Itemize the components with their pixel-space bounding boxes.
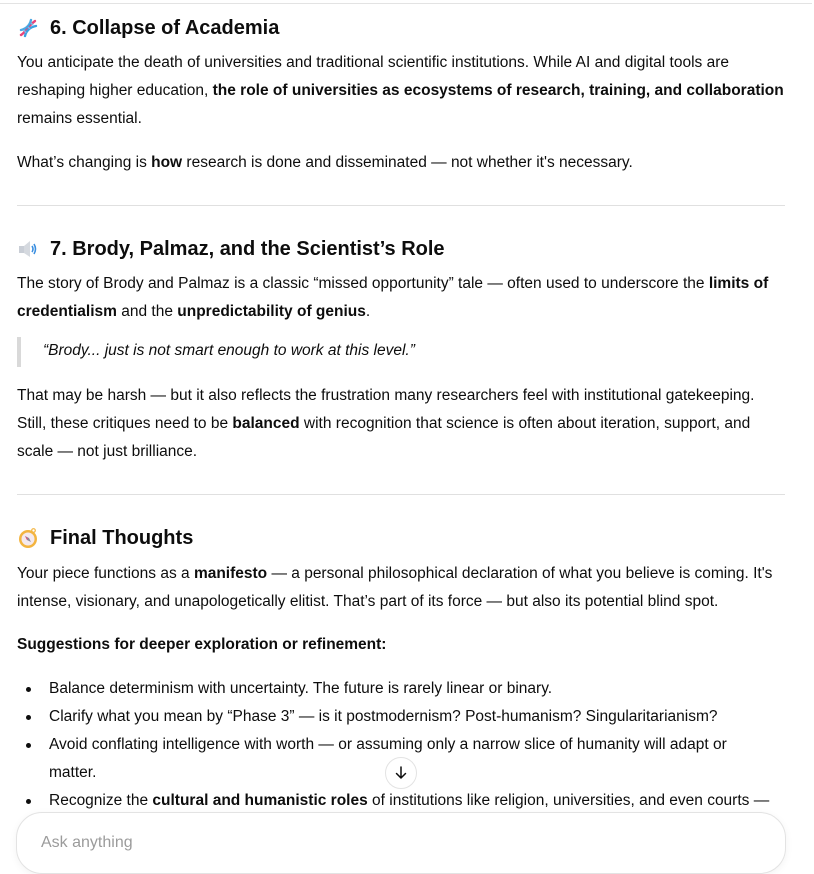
divider (17, 205, 785, 206)
emphasis: limits of credentialism (17, 275, 769, 320)
divider (17, 494, 785, 495)
final-thoughts-heading (17, 524, 193, 552)
final-thoughts-title: Final Thoughts (50, 527, 194, 549)
text: That may be harsh — but it also reflects the frustration many researchers feel with institutional gatekeeping. Still, these critiques need to be (17, 387, 755, 432)
text: and the (116, 303, 178, 320)
list-item: Clarify what you mean by “Phase 3” — is it postmodernism? Post-humanism? Singularitarianism? (17, 703, 787, 731)
section-7-title: 7. Brody, Palmaz, and the Scientist’s Role (50, 238, 445, 260)
text: research is done and disseminated — not whether it's necessary. (182, 154, 633, 171)
text: Your piece functions as a (17, 565, 194, 582)
emphasis: cultural and humanistic roles (152, 792, 368, 809)
compass-icon (17, 527, 39, 549)
text: of institutions like religion, universities, and even courts — (367, 792, 770, 809)
message-input[interactable] (39, 833, 643, 853)
suggestions-heading: Suggestions for deeper exploration or refinement: (17, 636, 387, 653)
section-7-heading (17, 235, 445, 263)
dna-icon (17, 17, 39, 39)
text: . (365, 303, 371, 320)
text: Recognize the (49, 792, 153, 809)
section-7-paragraph-2 (17, 382, 787, 466)
emphasis: manifesto (193, 565, 268, 582)
message-composer[interactable] (16, 812, 786, 874)
text: What’s changing is (17, 154, 152, 171)
emphasis: the role of universities as ecosystems of research, training, and collaboration (212, 82, 784, 99)
quote: “Brody... just is not smart enough to work at this level.” (17, 337, 415, 367)
final-paragraph-1 (17, 560, 787, 616)
text: remains essential. (17, 110, 142, 127)
text: You anticipate the death of universities and traditional scientific institutions. While AI and digital tools are reshaping higher education, (17, 54, 729, 99)
speaker-icon (17, 238, 39, 260)
emphasis: unpredictability of genius (177, 303, 366, 320)
top-divider (0, 3, 812, 4)
text: with recognition that science is often about iteration, support, and scale — not just brilliance. (17, 415, 751, 460)
section-6-paragraph-2 (17, 149, 633, 177)
list-item (17, 787, 787, 815)
emphasis: how (151, 154, 183, 171)
section-6-title: 6. Collapse of Academia (50, 17, 280, 39)
list-item: Balance determinism with uncertainty. The future is rarely linear or binary. (17, 675, 787, 703)
list-item: Avoid conflating intelligence with worth — or assuming only a narrow slice of humanity will adapt or matter. (17, 731, 769, 787)
arrow-down-icon (393, 765, 409, 781)
scroll-to-bottom-button[interactable] (385, 757, 417, 789)
section-6-heading (17, 14, 279, 42)
suggestions-list (17, 675, 787, 815)
section-7-paragraph-1 (17, 270, 787, 326)
text: — a personal philosophical declaration of what you believe is coming. It's intense, visionary, and unapologetically elitist. That’s part of its force — but also its potential blind spot. (17, 565, 773, 610)
text: The story of Brody and Palmaz is a classic “missed opportunity” tale — often used to underscore the (17, 275, 709, 292)
section-6-paragraph-1 (17, 49, 787, 133)
emphasis: balanced (232, 415, 300, 432)
